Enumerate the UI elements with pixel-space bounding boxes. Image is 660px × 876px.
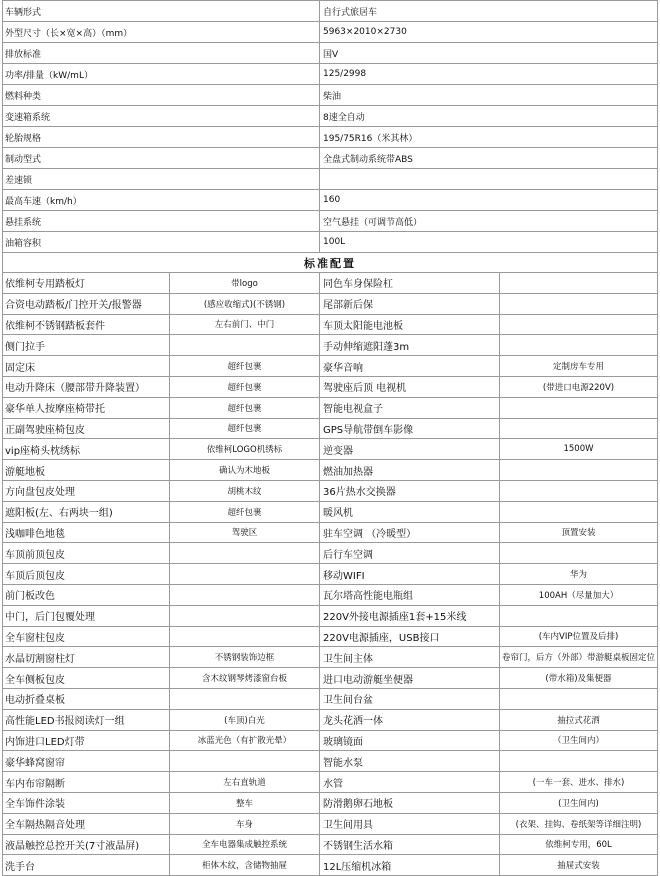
config-detail: (车顶)白光 <box>170 710 320 730</box>
config-row <box>2 377 658 398</box>
config-item-2: 同色车身保险杠 <box>320 273 500 293</box>
config-detail-2 <box>500 502 658 522</box>
config-item: 全车饰件涂装 <box>3 793 170 813</box>
config-item: 方向盘包皮处理 <box>3 481 170 501</box>
config-item: vip座椅头枕绣标 <box>3 439 170 459</box>
config-detail-2: (车内VIP位置及后排) <box>500 627 658 647</box>
config-detail-2 <box>500 481 658 501</box>
config-detail-2 <box>500 543 658 563</box>
config-item: 车顶后顶包皮 <box>3 564 170 584</box>
config-item-2: 燃油加热器 <box>320 460 500 480</box>
config-row <box>2 335 658 356</box>
spec-row <box>2 127 658 148</box>
config-item-2: 车顶太阳能电池板 <box>320 315 500 335</box>
spec-value: 125/2998 <box>320 64 658 84</box>
spec-row <box>2 211 658 232</box>
spec-value: 全盘式制动系统带ABS <box>320 148 658 168</box>
config-detail: 胡桃木纹 <box>170 481 320 501</box>
config-detail <box>170 543 320 563</box>
spec-row <box>2 148 658 169</box>
config-detail-2: (一车一套、进水、排水) <box>500 772 658 792</box>
config-item: 内饰进口LED灯带 <box>3 731 170 751</box>
config-detail-2: 抽拉式花洒 <box>500 710 658 730</box>
config-item: 正副驾驶座椅包皮 <box>3 419 170 439</box>
config-detail: 超纤包裹 <box>170 398 320 418</box>
config-detail: 冰蓝光色（有扩散光晕） <box>170 731 320 751</box>
spec-sheet <box>2 0 658 876</box>
config-item: 浅咖啡色地毯 <box>3 523 170 543</box>
config-detail: 超纤包裹 <box>170 377 320 397</box>
config-item: 游艇地板 <box>3 460 170 480</box>
spec-label: 悬挂系统 <box>3 211 320 231</box>
config-item: 液晶触控总控开关(7寸液晶屏) <box>3 835 170 855</box>
config-item-2: 36片热水交换器 <box>320 481 500 501</box>
config-item: 电动折叠桌板 <box>3 689 170 709</box>
config-detail: 左右前门、中门 <box>170 315 320 335</box>
config-detail-2 <box>500 294 658 314</box>
config-detail-2: (衣架、挂钩、卷纸架等详细注明) <box>500 814 658 834</box>
spec-row <box>2 190 658 211</box>
config-item: 车顶前顶包皮 <box>3 543 170 563</box>
config-row <box>2 481 658 502</box>
config-item: 全车侧板包皮 <box>3 668 170 688</box>
config-item-2: 暖风机 <box>320 502 500 522</box>
config-detail: 车身 <box>170 814 320 834</box>
config-item-2: 卫生间用具 <box>320 814 500 834</box>
config-detail-2 <box>500 460 658 480</box>
spec-value: 自行式旅居车 <box>320 1 658 21</box>
config-detail <box>170 585 320 605</box>
config-item: 洗手台 <box>3 855 170 875</box>
config-row <box>2 710 658 731</box>
config-item: 前门板改色 <box>3 585 170 605</box>
config-detail: (感应收缩式)(不锈钢) <box>170 294 320 314</box>
config-item-2: 豪华音响 <box>320 356 500 376</box>
spec-value <box>320 169 658 189</box>
config-detail: 含木纹钢琴烤漆窗台板 <box>170 668 320 688</box>
config-item-2: 220V外接电源插座1套+15米线 <box>320 606 500 626</box>
config-row <box>2 273 658 294</box>
config-item-2: 进口电动游艇坐便器 <box>320 668 500 688</box>
config-item: 电动升降床（腰部带升降装置） <box>3 377 170 397</box>
config-item: 全车隔热隔音处理 <box>3 814 170 834</box>
config-row <box>2 564 658 585</box>
config-detail <box>170 335 320 355</box>
spec-row <box>2 169 658 190</box>
spec-label: 轮胎规格 <box>3 127 320 147</box>
config-detail: 不锈钢装饰边框 <box>170 647 320 667</box>
config-row <box>2 606 658 627</box>
spec-row <box>2 64 658 85</box>
config-detail: 整车 <box>170 793 320 813</box>
config-detail-2 <box>500 398 658 418</box>
config-detail-2: 华为 <box>500 564 658 584</box>
config-row <box>2 835 658 856</box>
spec-value: 100L <box>320 232 658 252</box>
config-detail-2 <box>500 273 658 293</box>
section-title: 标准配置 <box>3 253 658 272</box>
config-detail: 左右直轨道 <box>170 772 320 792</box>
config-item-2: 手动伸缩遮阳蓬3m <box>320 335 500 355</box>
spec-value: 160 <box>320 190 658 210</box>
spec-label: 差速锁 <box>3 169 320 189</box>
config-item-2: 后行车空调 <box>320 543 500 563</box>
spec-value: 国V <box>320 43 658 63</box>
config-row <box>2 585 658 606</box>
config-detail-2: 1500W <box>500 439 658 459</box>
config-row <box>2 647 658 668</box>
config-detail: 带logo <box>170 273 320 293</box>
config-row <box>2 398 658 419</box>
spec-row <box>2 85 658 106</box>
config-detail: 驾驶区 <box>170 523 320 543</box>
config-detail <box>170 606 320 626</box>
config-item-2: 智能水泵 <box>320 751 500 771</box>
config-row <box>2 419 658 440</box>
config-item: 依维柯专用踏板灯 <box>3 273 170 293</box>
config-detail <box>170 564 320 584</box>
spec-label: 车辆形式 <box>3 1 320 21</box>
config-item: 合资电动踏板/门控开关/报警器 <box>3 294 170 314</box>
config-row <box>2 460 658 481</box>
config-detail <box>170 689 320 709</box>
config-row <box>2 668 658 689</box>
config-detail: 超纤包裹 <box>170 419 320 439</box>
config-item-2: 龙头花洒一体 <box>320 710 500 730</box>
config-detail-2: (带进口电源220V) <box>500 377 658 397</box>
config-row <box>2 502 658 523</box>
config-row <box>2 315 658 336</box>
config-item-2: 玻璃镜面 <box>320 731 500 751</box>
config-item-2: 220V电源插座，USB接口 <box>320 627 500 647</box>
config-row <box>2 751 658 772</box>
config-row <box>2 627 658 648</box>
config-detail <box>170 627 320 647</box>
config-item-2: 不锈钢生活水箱 <box>320 835 500 855</box>
config-detail-2 <box>500 606 658 626</box>
config-row <box>2 543 658 564</box>
config-detail-2 <box>500 689 658 709</box>
spec-row <box>2 106 658 127</box>
spec-value: 柴油 <box>320 85 658 105</box>
config-item-2: GPS导航带倒车影像 <box>320 419 500 439</box>
config-item: 固定床 <box>3 356 170 376</box>
config-detail: 依维柯LOGO机绣标 <box>170 439 320 459</box>
config-item: 中门，后门包覆处理 <box>3 606 170 626</box>
spec-label: 排放标准 <box>3 43 320 63</box>
config-detail: 超纤包裹 <box>170 502 320 522</box>
config-row <box>2 294 658 315</box>
config-detail-2 <box>500 751 658 771</box>
config-item-2: 驾驶座后顶 电视机 <box>320 377 500 397</box>
spec-row <box>2 232 658 253</box>
config-item-2: 逆变器 <box>320 439 500 459</box>
vehicle-spec-table <box>2 1 658 253</box>
config-detail-2: 依维柯专用，60L <box>500 835 658 855</box>
config-detail-2: (带水箱)及集便器 <box>500 668 658 688</box>
spec-label: 燃料种类 <box>3 85 320 105</box>
config-item-2: 移动WIFI <box>320 564 500 584</box>
spec-label: 外型尺寸（长×宽×高）（mm） <box>3 22 320 42</box>
config-detail-2 <box>500 335 658 355</box>
config-detail-2: 顶置安装 <box>500 523 658 543</box>
spec-row <box>2 22 658 43</box>
config-detail: 确认为木地板 <box>170 460 320 480</box>
spec-label: 变速箱系统 <box>3 106 320 126</box>
config-item-2: 瓦尔塔高性能电瓶组 <box>320 585 500 605</box>
spec-row <box>2 1 658 22</box>
config-item: 水晶切割窗柱灯 <box>3 647 170 667</box>
spec-label: 功率/排量（kW/mL） <box>3 64 320 84</box>
config-detail-2: (卫生间内) <box>500 793 658 813</box>
config-detail-2: （卫生间内） <box>500 731 658 751</box>
config-row <box>2 356 658 377</box>
spec-value: 195/75R16（米其林） <box>320 127 658 147</box>
config-item: 车内布帘隔断 <box>3 772 170 792</box>
config-detail-2: 卷帘门，后方（外部）带游艇桌板固定位 <box>500 647 658 667</box>
config-item-2: 卫生间主体 <box>320 647 500 667</box>
config-item-2: 驻车空调 （冷暖型） <box>320 523 500 543</box>
config-detail-2 <box>500 419 658 439</box>
standard-config-table <box>2 273 658 876</box>
config-detail-2 <box>500 315 658 335</box>
config-row <box>2 793 658 814</box>
config-item-2: 水管 <box>320 772 500 792</box>
config-detail: 全车电器集成触控系统 <box>170 835 320 855</box>
config-item: 侧门拉手 <box>3 335 170 355</box>
config-row <box>2 689 658 710</box>
config-row <box>2 814 658 835</box>
config-item: 高性能LED书报阅读灯一组 <box>3 710 170 730</box>
config-row <box>2 855 658 876</box>
config-row <box>2 439 658 460</box>
config-row <box>2 731 658 752</box>
config-item: 依维柯不锈钢踏板套件 <box>3 315 170 335</box>
config-detail-2: 100AH（尽量加大） <box>500 585 658 605</box>
config-detail-2: 抽屉式安装 <box>500 855 658 875</box>
config-detail-2: 定制房车专用 <box>500 356 658 376</box>
config-item-2: 尾部新后保 <box>320 294 500 314</box>
spec-row <box>2 43 658 64</box>
config-item: 豪华单人按摩座椅带托 <box>3 398 170 418</box>
config-item-2: 防滑鹅卵石地板 <box>320 793 500 813</box>
spec-value: 空气悬挂（可调节高低） <box>320 211 658 231</box>
config-detail: 柜体木纹，含储物抽屉 <box>170 855 320 875</box>
spec-value: 5963×2010×2730 <box>320 22 658 42</box>
spec-label: 油箱容积 <box>3 232 320 252</box>
config-item-2: 智能电视盒子 <box>320 398 500 418</box>
config-detail: 超纤包裹 <box>170 356 320 376</box>
config-detail <box>170 751 320 771</box>
config-item: 遮阳板(左、右两块一组) <box>3 502 170 522</box>
config-row <box>2 523 658 544</box>
section-title-row <box>2 253 658 273</box>
config-item-2: 卫生间台盆 <box>320 689 500 709</box>
config-item-2: 12L压缩机冰箱 <box>320 855 500 875</box>
config-item: 豪华蜂窝窗帘 <box>3 751 170 771</box>
spec-label: 最高车速（km/h） <box>3 190 320 210</box>
config-item: 全车窗柱包皮 <box>3 627 170 647</box>
spec-label: 制动型式 <box>3 148 320 168</box>
spec-value: 8速全自动 <box>320 106 658 126</box>
config-row <box>2 772 658 793</box>
